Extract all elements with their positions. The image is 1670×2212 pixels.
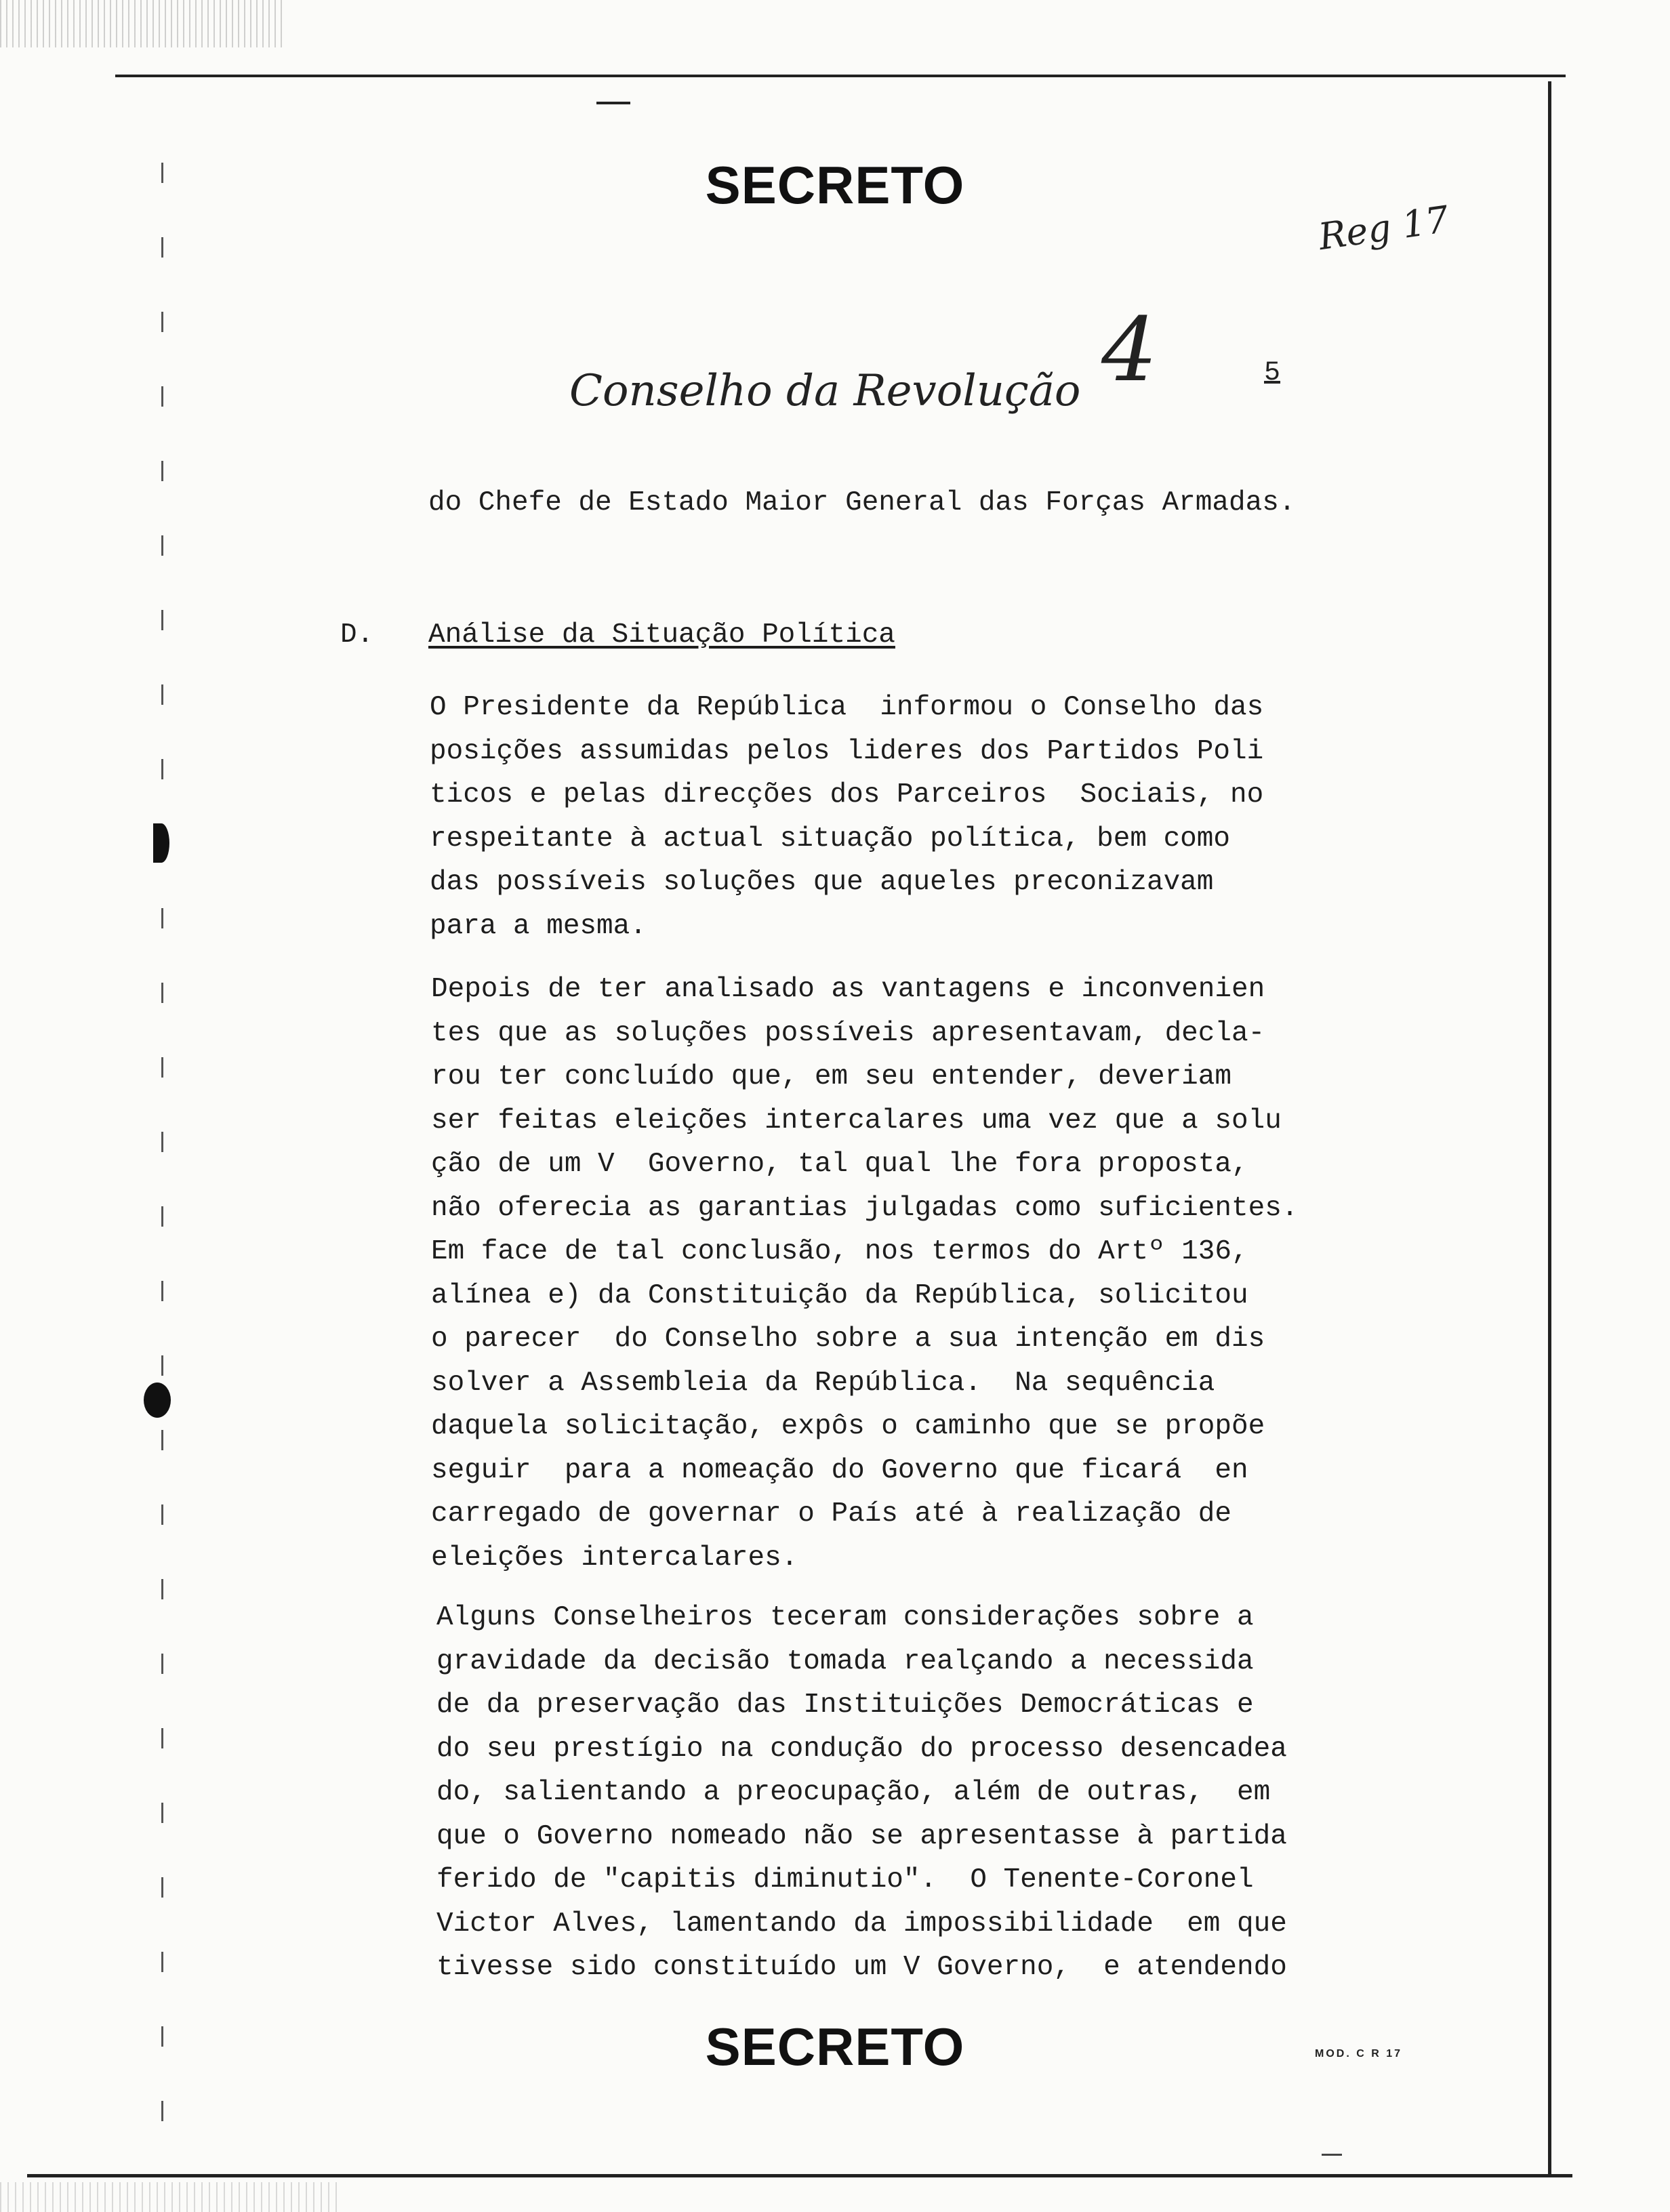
handwritten-stamp: Reg 17 bbox=[1316, 197, 1452, 259]
punch-hole-mark bbox=[144, 1382, 171, 1418]
scan-noise-top-left bbox=[0, 0, 285, 47]
paragraph-line: tivesse sido constituído um V Governo, e atendendo bbox=[436, 1952, 1287, 1983]
paragraph-line: ferido de "capitis diminutio". O Tenente-Coronel bbox=[436, 1864, 1254, 1896]
paragraph-line: alínea e) da Constituição da República, solicitou bbox=[431, 1279, 1248, 1311]
paragraph-line: Depois de ter analisado as vantagens e inconvenien bbox=[431, 974, 1265, 1005]
section-letter: D. bbox=[340, 619, 374, 651]
scan-dash-bottom bbox=[1322, 2154, 1342, 2156]
paragraph bbox=[436, 1596, 1287, 1990]
classification-footer: SECRETO bbox=[705, 2017, 965, 2076]
paragraph-line: tes que as soluções possíveis apresentavam, decla- bbox=[431, 1017, 1265, 1049]
paragraph-line: de da preservação das Instituições Democráticas e bbox=[436, 1689, 1254, 1721]
paragraph-line: não oferecia as garantias julgadas como suficientes. bbox=[431, 1192, 1299, 1224]
page-edge-left bbox=[161, 163, 163, 2128]
punch-hole-mark bbox=[153, 823, 169, 863]
paragraph-line: O Presidente da República informou o Conselho das bbox=[430, 692, 1264, 723]
classification-header: SECRETO bbox=[705, 155, 965, 215]
paragraph-line: do, salientando a preocupação, além de outras, em bbox=[436, 1777, 1271, 1808]
letterhead: Conselho da Revolução bbox=[569, 366, 1081, 416]
paragraph-line: do seu prestígio na condução do processo desencadea bbox=[436, 1733, 1287, 1765]
paragraph-line: das possíveis soluções que aqueles preconizavam bbox=[430, 867, 1214, 898]
paragraph-line: Victor Alves, lamentando da impossibilidade em que bbox=[436, 1908, 1287, 1940]
paragraph-line: gravidade da decisão tomada realçando a necessida bbox=[436, 1645, 1254, 1677]
paragraph-line: carregado de governar o País até à realização de bbox=[431, 1498, 1231, 1530]
paragraph-line: posições assumidas pelos lideres dos Partidos Poli bbox=[430, 735, 1264, 767]
paragraph-line: eleições intercalares. bbox=[431, 1542, 798, 1574]
paragraph-line: Em face de tal conclusão, nos termos do Artº 136, bbox=[431, 1236, 1248, 1267]
section-title: Análise da Situação Política bbox=[428, 619, 895, 651]
form-code: MOD. C R 17 bbox=[1315, 2048, 1403, 2060]
scan-dash-top bbox=[596, 102, 630, 104]
paragraph-line: ser feitas eleições intercalares uma vez que a solu bbox=[431, 1105, 1282, 1136]
paragraph-line: o parecer do Conselho sobre a sua intenção em dis bbox=[431, 1324, 1265, 1355]
page-edge-top bbox=[115, 75, 1566, 77]
paragraph-line: daquela solicitação, expôs o caminho que se propõe bbox=[431, 1411, 1265, 1442]
paragraph-line: solver a Assembleia da República. Na sequência bbox=[431, 1367, 1215, 1399]
paragraph bbox=[431, 968, 1298, 1580]
handwritten-mark: 4 bbox=[1101, 298, 1158, 401]
page-edge-right bbox=[1548, 81, 1551, 2175]
page-edge-bottom bbox=[27, 2174, 1572, 2177]
paragraph-line: para a mesma. bbox=[430, 910, 647, 942]
paragraph bbox=[430, 686, 1263, 948]
paragraph-line: rou ter concluído que, em seu entender, deveriam bbox=[431, 1061, 1231, 1092]
paragraph-line: Alguns Conselheiros teceram considerações sobre a bbox=[436, 1602, 1254, 1633]
paragraph-line: respeitante à actual situação política, bem como bbox=[430, 823, 1230, 855]
paragraph-line: ção de um V Governo, tal qual lhe fora proposta, bbox=[431, 1149, 1248, 1180]
paragraph-line: que o Governo nomeado não se apresentasse à partida bbox=[436, 1820, 1287, 1852]
paragraph-line: seguir para a nomeação do Governo que ficará en bbox=[431, 1454, 1248, 1486]
page-number: 5 bbox=[1264, 358, 1281, 388]
scan-noise-bottom-left bbox=[0, 2182, 339, 2212]
paragraph-line: ticos e pelas direcções dos Parceiros Sociais, no bbox=[430, 779, 1264, 811]
intro-line: do Chefe de Estado Maior General das Forças Armadas. bbox=[428, 487, 1296, 518]
